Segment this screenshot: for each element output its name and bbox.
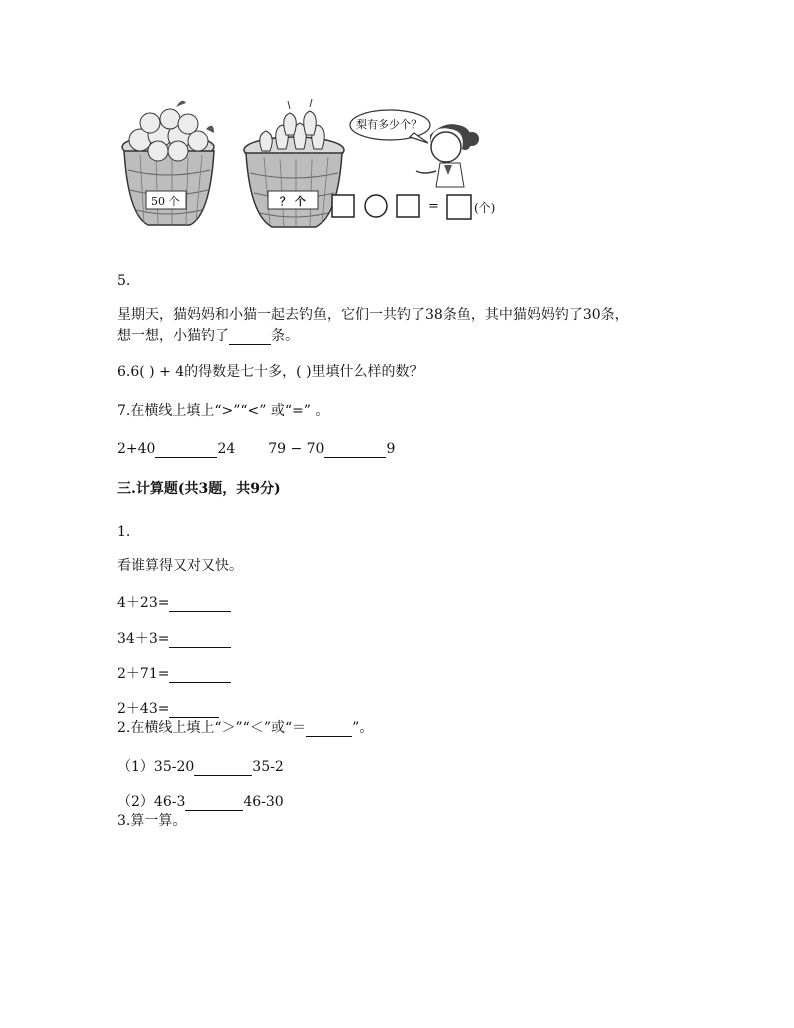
- calc-item-1: [117, 594, 231, 612]
- calc-expression: 34＋3=: [117, 631, 170, 647]
- question-5-line2-prefix: 想一想，小猫钓了: [117, 328, 229, 344]
- basket1-label: 50 个: [151, 195, 180, 208]
- calc-item-2: [117, 630, 231, 648]
- section-3-q1-instruction: 看谁算得又对又快。: [117, 558, 243, 574]
- q2-item-2-blank[interactable]: [185, 796, 243, 811]
- girl-illustration: [416, 124, 479, 187]
- question-5-line2: [117, 327, 299, 345]
- calc-answer-blank[interactable]: [169, 668, 231, 683]
- answer-box-3[interactable]: [447, 195, 471, 219]
- compare-a-blank[interactable]: [155, 443, 217, 458]
- section-3-q3-title: 3.算一算。: [117, 813, 187, 829]
- operator-circle[interactable]: [365, 195, 387, 217]
- unit-label: (个): [474, 201, 496, 215]
- compare-b-blank[interactable]: [324, 443, 386, 458]
- question-5-number: 5.: [117, 273, 131, 289]
- section-3-heading: 三.计算题(共3题，共9分): [117, 481, 281, 497]
- calc-expression: 2＋43=: [117, 701, 170, 717]
- q2-item-1: [117, 758, 284, 776]
- compare-b-right: 9: [386, 441, 396, 457]
- compare-a-left: 2+40: [117, 441, 156, 457]
- compare-b-left: 79 − 70: [268, 441, 325, 457]
- calc-expression: 2＋71=: [117, 666, 170, 682]
- equals-sign: =: [428, 199, 439, 214]
- question-5-line1: 星期天，猫妈妈和小猫一起去钓鱼，它们一共钓了38条鱼，其中猫妈妈钓了30条，: [117, 307, 629, 323]
- q2-title-prefix: 2.在横线上填上“＞”“＜”或“＝: [117, 720, 307, 736]
- fish-count-blank[interactable]: [229, 330, 271, 345]
- question-6: 6.6( ) + 4的得数是七十多，( )里填什么样的数？: [117, 364, 424, 380]
- section-3-q2-title: [117, 719, 373, 737]
- q2-item-2-right: 46-30: [243, 794, 284, 810]
- speech-bubble-text: 梨有多少个？: [356, 118, 422, 131]
- calc-item-4: [117, 700, 219, 718]
- answer-box-2[interactable]: [397, 195, 419, 217]
- question-7-title: 7.在横线上填上“>”“<” 或“=” 。: [117, 403, 330, 419]
- calc-expression: 4＋23=: [117, 595, 170, 611]
- calc-answer-blank[interactable]: [169, 597, 231, 612]
- q2-item-1-right: 35-2: [252, 759, 284, 775]
- section-3-q1-number: 1.: [117, 524, 131, 540]
- q2-item-1-blank[interactable]: [194, 761, 252, 776]
- q2-title-blank[interactable]: [306, 722, 352, 737]
- question-7-row: [117, 440, 395, 458]
- q2-title-suffix: ”。: [352, 720, 374, 736]
- question-5-line2-suffix: 条。: [271, 328, 299, 344]
- q2-item-1-left: （1）35-20: [117, 759, 195, 775]
- basket2-label: ？ 个: [280, 195, 306, 208]
- q2-item-2-left: （2）46-3: [117, 794, 186, 810]
- baskets-figure: [110, 95, 530, 245]
- compare-a-right: 24: [217, 441, 236, 457]
- calc-answer-blank[interactable]: [169, 633, 231, 648]
- answer-box-1[interactable]: [332, 195, 354, 217]
- calc-item-3: [117, 665, 231, 683]
- baskets-illustration: [110, 95, 530, 245]
- q2-item-2: [117, 793, 284, 811]
- calc-answer-blank[interactable]: [169, 703, 219, 718]
